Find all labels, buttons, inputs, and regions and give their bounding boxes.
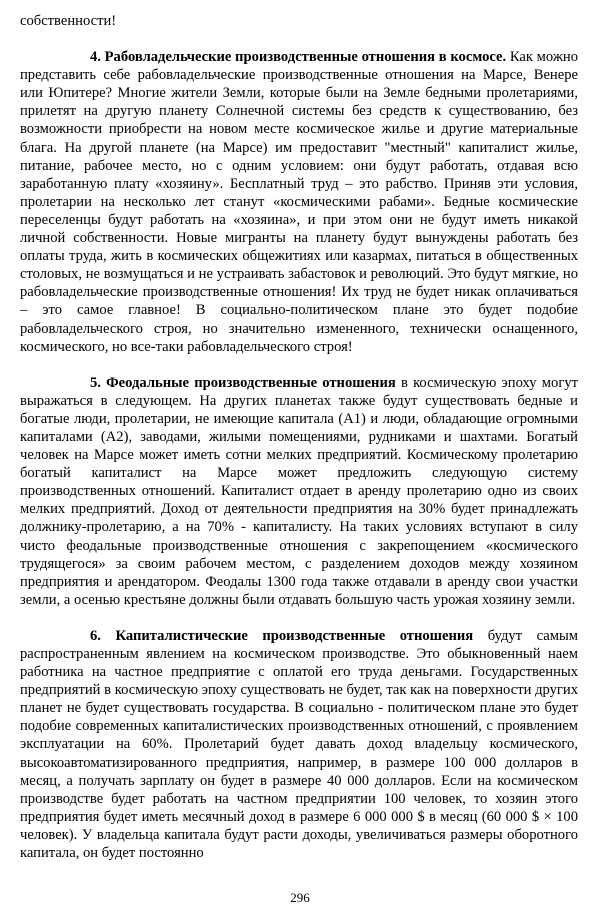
- lead-line: собственности!: [20, 13, 117, 29]
- page-number: 296: [290, 890, 310, 905]
- section-6-heading: 6. Капиталистические производственные отношения: [90, 627, 474, 644]
- section-5-paragraph: [20, 374, 578, 609]
- section-6-body: будут самым распространенным явлением на космическом производстве. Это обыкновенный наем работника на частное предприятие с оплатой его труда деньгами. Государственных предприятий в космическую эпоху существовать не будет, так как на поверхности других планет не будет существовать государства. В социально - политическом плане это будет подобие современных капиталистических производственных отношений, с проявлением эксплуатации на 60%. Пролетарий будет давать доход владельцу космического, высокоавтоматизированного предприятия, например, в размере 100 000 долларов в месяц, а получать зарплату он будет в размере 40 000 долларов. Если на космическом производстве будет работать на частном предприятии 100 человек, то хозяин этого предприятия будет иметь месячный доход в размере 6 000 000 $ в месяц (60 000 $ × 100 человек). У владельца капитала будут расти доходы, увеличиваться размеры оборотного капитала, он будет постоянно: [20, 627, 578, 862]
- section-5-heading: 5. Феодальные производственные отношения: [90, 374, 396, 391]
- section-5-body: в космическую эпоху могут выражаться в следующем. На других планетах также будут существовать бедные и богатые люди, пролетарии, не имеющие капитала (A1) и люди, обладающие огромными капиталами (A2), заводами, жилыми помещениями, рудниками и шахтами. Богатый человек на Марсе может иметь сотни мелких предприятий. Космическому пролетарию богатый капиталист на Марсе может предложить следующую систему производственных отношений. Капиталист отдает в аренду пролетарию одно из своих мелких предприятий. Доход от деятельности предприятия на 30% будет принадлежать должнику-пролетарию, а на 70% - капиталисту. На таких условиях вступают в силу чисто феодальные производственные отношения с закрепощением «космического трудящегося» за своим рабочем местом, с разделением доходов между хозяином предприятия и арендатором. Феодалы 1300 года также отдавали в аренду свои участки земли, а осенью крестьяне должны были отдавать большую часть урожая хозяину земли.: [20, 374, 578, 608]
- section-4-heading: 4. Рабовладельческие производственные отношения в космосе.: [90, 49, 507, 66]
- section-6-paragraph: [20, 627, 578, 862]
- section-4-paragraph: [20, 48, 578, 356]
- section-4-body: Как можно представить себе рабовладельческие производственные отношения на Марсе, Венере или Юпитере? Многие жители Земли, которые были на Земле бедными пролетариями, прилетят на другую планету Солнечной системы без средств к существованию, без возможности приобрести на новом месте космическое жилье и другие материальные блага. На другой планете (на Марсе) им предоставит "местный" капиталист жилье, питание, рабочее место, но с одним условием: они будут работать, отдавая всю заработанную плату «хозяину». Бесплатный труд – это рабство. Приняв эти условия, пролетарии на несколько лет станут «космическими рабами». Бедные космические переселенцы будут работать на «хозяина», и при этом они не будут иметь никакой личной собственности. Новые мигранты на планету будут вынуждены работать без оплаты труда, жить в космических общежитиях или казармах, питаться в общественных столовых, не возмущаться и не устраивать забастовок и революций. Это будут мягкие, но рабовладельческие производственные отношения! Их труд не будет никак оплачиваться – это самое главное! В социально-политическом плане это будет подобие рабовладельческого строя, но значительно измененного, технически оснащенного, космического, но все-таки рабовладельческого строя!: [20, 49, 579, 355]
